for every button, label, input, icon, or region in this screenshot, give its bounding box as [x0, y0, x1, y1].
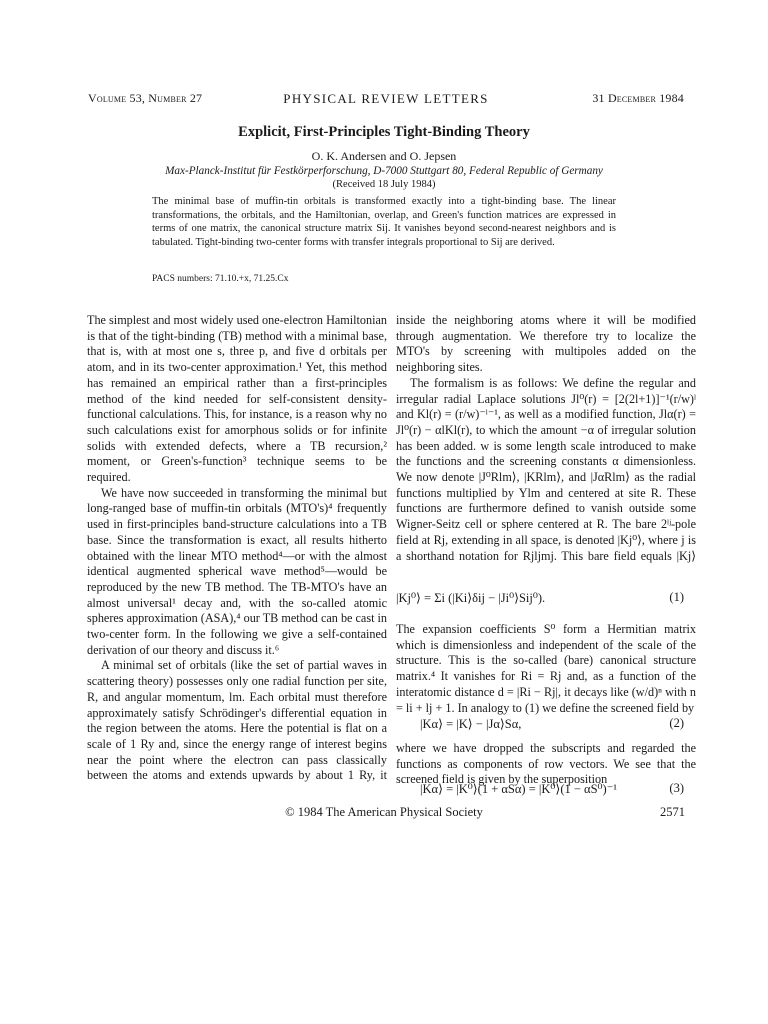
equation-1	[396, 590, 684, 608]
paragraph: where we have dropped the subscripts and regarded the functions as components of row vectors. We see that the screened field is given by the superposition	[396, 741, 696, 787]
paragraph: We have now succeeded in transforming the minimal but long-ranged base of muffin-tin orbitals (MTO's)⁴ frequently used in first-principles band-structure calculations into a TB base. Since the transformation is exact, all results hitherto obtained with the linear MTO method⁴—or with the almost identical augmented spherical wave method⁵—would be reproduced by the new TB method. The TB-MTO's have an almost universal¹ decay and, with the so-called atomic spheres approximation (ASA),⁴ our TB method can be cast in two-center form. In the following we give a self-contained derivation of our theory and discuss it.⁶	[87, 485, 387, 657]
equation-number: (1)	[669, 590, 684, 604]
paragraph: The expansion coefficients S⁰ form a Hermitian matrix which is dimensionless and independent of the scale of the structure. This is the so-called (bare) canonical structure matrix.⁴ It vanishes for Ri = Rj and, as a function of the interatomic distance d = |Ri − Rj|, it decays like (w/d)ⁿ with n = li + lj + 1. In analogy to (1) we define the screened field by	[396, 622, 696, 715]
copyright-footer: © 1984 The American Physical Society	[285, 805, 483, 819]
paragraph: A minimal set of orbitals (like the set of partial waves in scattering theory) possesses only one radial function per site, R, and angular momentum, lm. Each orbital must therefore approximately satisfy Schrödinger's differential equation in the region between the atoms. Here the potential is flat on a scale of 1 Ry and, since the energy range of interest begins near the point where the electron can pass classically between the atoms and extends upwards by about 1 Ry, it	[87, 658, 387, 783]
received-date: (Received 18 July 1984)	[332, 179, 436, 190]
authors: O. K. Andersen and O. Jepsen	[311, 149, 457, 163]
affiliation: Max-Planck-Institut für Festkörperforschung, D-7000 Stuttgart 80, Federal Republic of Germany	[165, 165, 603, 177]
equation-3	[396, 781, 684, 799]
equation-body: |Kα⟩ = |K⟩ − |Jα⟩Sα,	[420, 717, 522, 731]
issue-date: 31 December 1984	[592, 91, 684, 105]
equation-number: (3)	[669, 781, 684, 795]
equation-2	[396, 716, 684, 734]
paper-title: Explicit, First-Principles Tight-Binding Theory	[238, 124, 530, 140]
running-header	[88, 91, 684, 109]
paragraph: The simplest and most widely used one-electron Hamiltonian is that of the tight-binding (TB) method with a minimal base, that is, with at most one s, three p, and five d orbitals per atom, and in its two-center approximation.¹ Yet, this method has remained an empirical rather than a first-principles method of the kind needed for self-consistent density-functional calculations. This, for instance, is a reason why no such calculations exist for amorphous solids or for infinite solids with extended defects, where a TB recursion,² moment, or Green's-function³ technique seems to be required.	[87, 313, 387, 485]
equation-body: |Kα⟩ = |K⁰⟩(1 + αSα) = |K⁰⟩(1 − αS⁰)⁻¹	[420, 782, 618, 796]
volume-number: Volume 53, Number 27	[88, 91, 203, 105]
right-column	[396, 313, 696, 563]
abstract: The minimal base of muffin-tin orbitals is transformed exactly into a tight-binding base. The linear transformations, the orbitals, and the Hamiltonian, overlap, and Green's function matrices are expressed in terms of one matrix, the canonical structure matrix Sij. It vanishes beyond second-nearest neighbors and is tabulated. Tight-binding two-center forms with transfer integrals proportional to Sij are derived.	[152, 196, 616, 249]
left-column	[87, 313, 387, 783]
page-number: 2571	[660, 805, 685, 819]
paragraph: The formalism is as follows: We define the regular and irregular radial Laplace solutions Jl⁰(r) = [2(2l+1)]⁻¹(r/w)ˡ and Kl(r) = (r/w)⁻ˡ⁻¹, as well as a modified function, Jlα(r) = Jl⁰(r) − αlKl(r), to which the amount −α of irregular solution has been added. w is some length scale introduced to make the functions and the screening constants α dimensionless. We now denote |J⁰Rlm⟩, |KRlm⟩, and |JαRlm⟩ as the radial functions multiplied by Ylm and centered at site R. These functions are furthermore defined to vanish outside some Wigner-Seitz cell or sphere centered at R. The bare 2ˡʲ-pole field at Rj, extending in all space, is denoted |Kj⁰⟩, where j is a shorthand notation for Rjljmj. This bare field equals |Kj⟩	[396, 375, 696, 563]
journal-name: PHYSICAL REVIEW LETTERS	[283, 91, 489, 106]
pacs-numbers: PACS numbers: 71.10.+x, 71.25.Cx	[152, 274, 289, 284]
equation-body: |Kj⁰⟩ = Σi (|Ki⟩δij − |Ji⁰⟩Sij⁰).	[396, 591, 546, 605]
equation-number: (2)	[669, 716, 684, 730]
paragraph: inside the neighboring atoms where it will be modified through augmentation. We therefore try to localize the MTO's by screening with multipoles added on the neighboring sites.	[396, 313, 696, 375]
